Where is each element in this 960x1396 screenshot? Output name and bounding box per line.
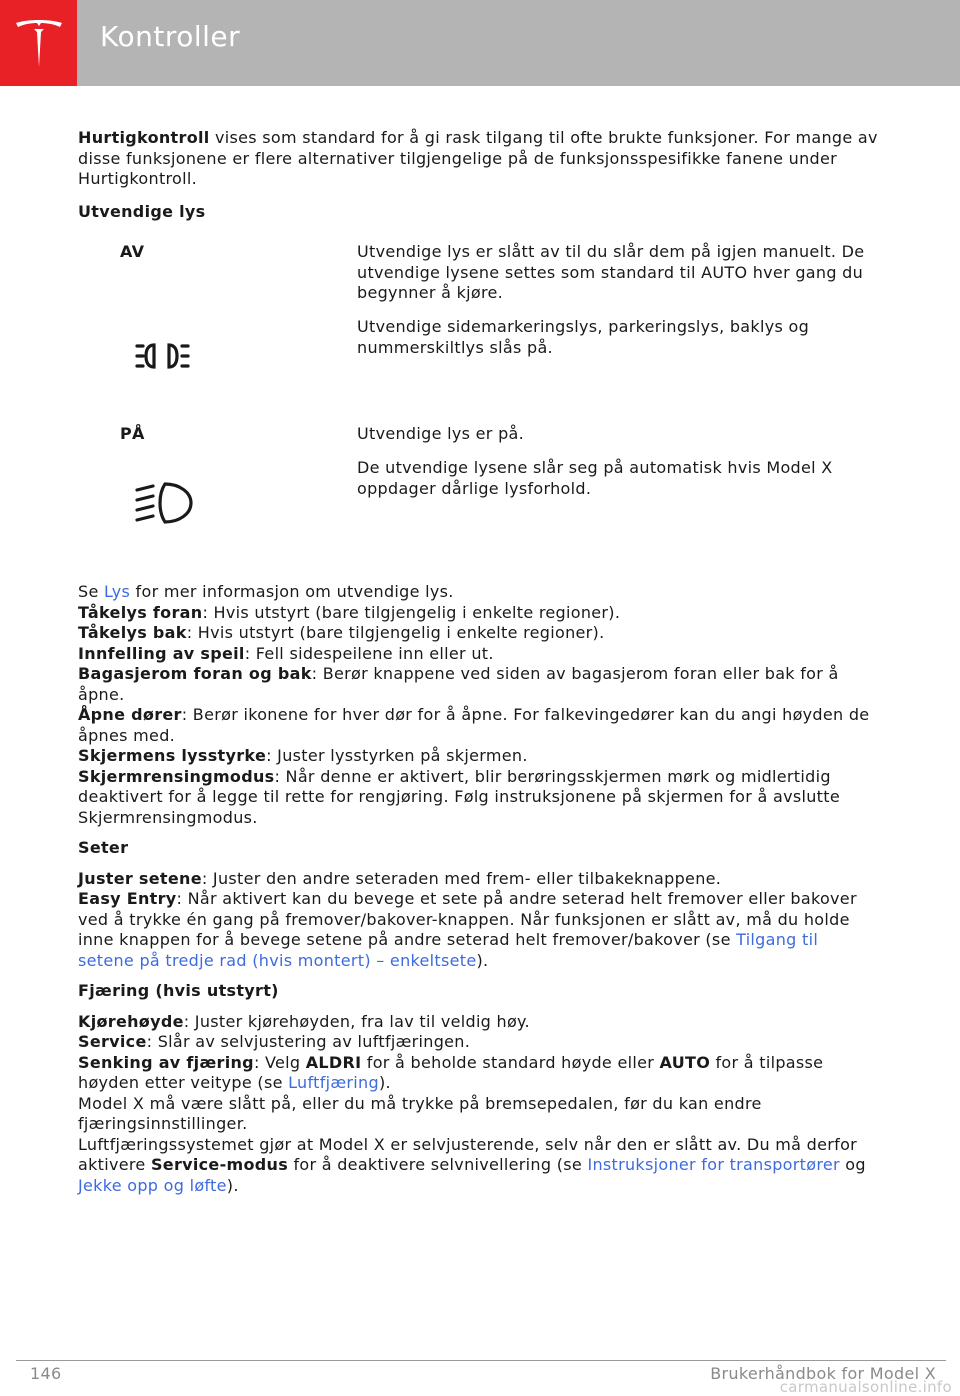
feature-text: : Juster kjørehøyden, fra lav til veldig høy.	[183, 1011, 530, 1031]
feature-screen-brightness	[78, 746, 878, 767]
feature-text: for å tilpasse høyden etter veitype (se	[78, 1052, 824, 1092]
feature-bold: Åpne dører	[78, 705, 182, 724]
intro-block	[78, 128, 878, 190]
light-row-text: De utvendige lysene slår seg på automatisk hvis Model X oppdager dårlige lysforhold.	[357, 458, 833, 498]
light-row-text: Utvendige lys er på.	[357, 424, 525, 443]
feature-mirror-fold	[78, 644, 878, 665]
feature-bold: Senking av fjæring	[78, 1052, 254, 1072]
feature-text: : Hvis utstyrt (bare tilgjengelig i enkelte regioner).	[186, 623, 605, 642]
option-auto: AUTO	[659, 1052, 711, 1072]
feature-bold: Tåkelys bak	[78, 623, 187, 642]
feature-text: : Berør knappene ved siden av bagasjerom foran eller bak for å åpne.	[78, 664, 839, 704]
third-row-access-link[interactable]: Tilgang til setene på tredje rad (hvis montert) – enkeltsete	[78, 930, 819, 970]
feature-text: : Når denne er aktivert, blir berøringsskjermen mørk og midlertidig deaktivert for å legge til rette for rengjøring. Følg instruksjonene på skjermen for å avslutte Skjermrensingmodus.	[78, 766, 840, 827]
exterior-lights-heading-block	[78, 202, 878, 223]
feature-easy-entry	[78, 889, 878, 971]
suspension-heading: Fjæring (hvis utstyrt)	[78, 981, 279, 1000]
service-mode-bold: Service-modus	[150, 1155, 289, 1174]
feature-service	[78, 1032, 878, 1053]
feature-bold: Skjermrensingmodus	[78, 766, 275, 786]
feature-adjust-seats	[78, 869, 878, 890]
body-text	[78, 582, 878, 1196]
parking-lights-icon	[135, 339, 191, 375]
feature-text-post: ).	[378, 1073, 391, 1092]
air-suspension-link[interactable]: Luftfjæring	[288, 1073, 379, 1092]
watermark: carmanualsonline.info	[779, 1378, 952, 1396]
tesla-logo-box	[0, 0, 77, 86]
note-text-post: ).	[226, 1175, 239, 1195]
see-lights-post: for mer informasjon om utvendige lys.	[130, 582, 454, 601]
feature-text: : Når aktivert kan du bevege et sete på andre seterad helt fremover eller bakover ved å trykke én gang på fremover/bakover-knappen. Når funksjonen er slått av, må du holde inne knappen for å bevege setene på andre seterad helt fremover/bakover (se	[78, 889, 857, 949]
light-row-label: PÅ	[120, 424, 145, 443]
feature-text: for å beholde standard høyde eller	[361, 1052, 660, 1072]
tesla-logo-icon	[14, 17, 64, 69]
low-beam-headlight-icon	[133, 480, 195, 530]
transporter-instructions-link[interactable]: Instruksjoner for transportører	[587, 1155, 840, 1174]
feature-text: : Slår av selvjustering av luftfjæringen.	[146, 1032, 471, 1051]
intro-paragraph	[78, 128, 878, 190]
feature-fog-front	[78, 603, 878, 624]
feature-ride-height	[78, 1012, 878, 1033]
page-title: Kontroller	[100, 20, 241, 53]
feature-bold: Bagasjerom foran og bak	[78, 664, 312, 683]
footer-title: Brukerhåndbok for Model X	[710, 1364, 936, 1383]
feature-text: : Hvis utstyrt (bare tilgjengelig i enkelte regioner).	[202, 602, 621, 622]
light-row-auto	[113, 458, 873, 538]
feature-text: : Fell sidespeilene inn eller ut.	[244, 643, 494, 663]
feature-bold: Skjermens lysstyrke	[78, 746, 267, 765]
feature-text: : Juster lysstyrken på skjermen.	[266, 746, 528, 765]
note-text: og	[839, 1155, 866, 1174]
feature-fog-rear	[78, 623, 878, 644]
feature-bold: Juster setene	[78, 868, 202, 888]
page-number: 146	[30, 1364, 62, 1383]
see-lights-pre: Se	[78, 582, 104, 601]
see-lights-paragraph	[78, 582, 878, 603]
feature-text: : Juster den andre seteraden med frem- eller tilbakeknappene.	[201, 868, 722, 888]
feature-screen-clean	[78, 767, 878, 829]
jacking-lifting-link[interactable]: Jekke opp og løfte	[78, 1175, 227, 1195]
feature-text: : Velg	[253, 1052, 306, 1072]
feature-open-doors	[78, 705, 878, 746]
light-row-parking	[113, 317, 873, 397]
page-header	[0, 0, 960, 86]
feature-bold: Service	[78, 1032, 147, 1051]
seats-heading: Seter	[78, 838, 129, 857]
feature-suspension-lowering	[78, 1053, 878, 1094]
feature-trunks	[78, 664, 878, 705]
intro-bold: Hurtigkontroll	[78, 128, 210, 147]
feature-bold: Easy Entry	[78, 889, 177, 908]
suspension-note-1: Model X må være slått på, eller du må trykke på bremsepedalen, før du kan endre fjæringsinnstillinger.	[78, 1093, 762, 1133]
exterior-lights-heading: Utvendige lys	[78, 202, 206, 221]
feature-bold: Innfelling av speil	[78, 643, 245, 663]
light-row-label: AV	[120, 242, 145, 261]
lights-link[interactable]: Lys	[104, 582, 131, 601]
light-row-text: Utvendige sidemarkeringslys, parkeringslys, baklys og nummerskiltlys slås på.	[357, 317, 810, 357]
option-never: ALDRI	[305, 1052, 362, 1072]
feature-text: : Berør ikonene for hver dør for å åpne. For falkevingedører kan du angi høyden de åpnes med.	[78, 705, 870, 745]
footer-divider	[16, 1360, 946, 1361]
intro-text: vises som standard for å gi rask tilgang til ofte brukte funksjoner. For mange av disse funksjonene er flere alternativer tilgjengelige på de funksjonsspesifikke fanene under Hurtigkontroll.	[78, 128, 878, 188]
feature-bold: Tåkelys foran	[78, 602, 203, 622]
feature-bold: Kjørehøyde	[78, 1011, 184, 1031]
note-text: for å deaktivere selvnivellering (se	[288, 1155, 588, 1174]
suspension-note-2	[78, 1135, 878, 1197]
light-row-text: Utvendige lys er slått av til du slår dem på igjen manuelt. De utvendige lysene settes som standard til AUTO hver gang du begynner å kjøre.	[357, 242, 865, 302]
feature-text-post: ).	[476, 950, 489, 970]
note-text: Luftfjæringssystemet gjør at Model X er selvjusterende, selv når den er slått av. Du må derfor aktivere	[78, 1134, 858, 1174]
